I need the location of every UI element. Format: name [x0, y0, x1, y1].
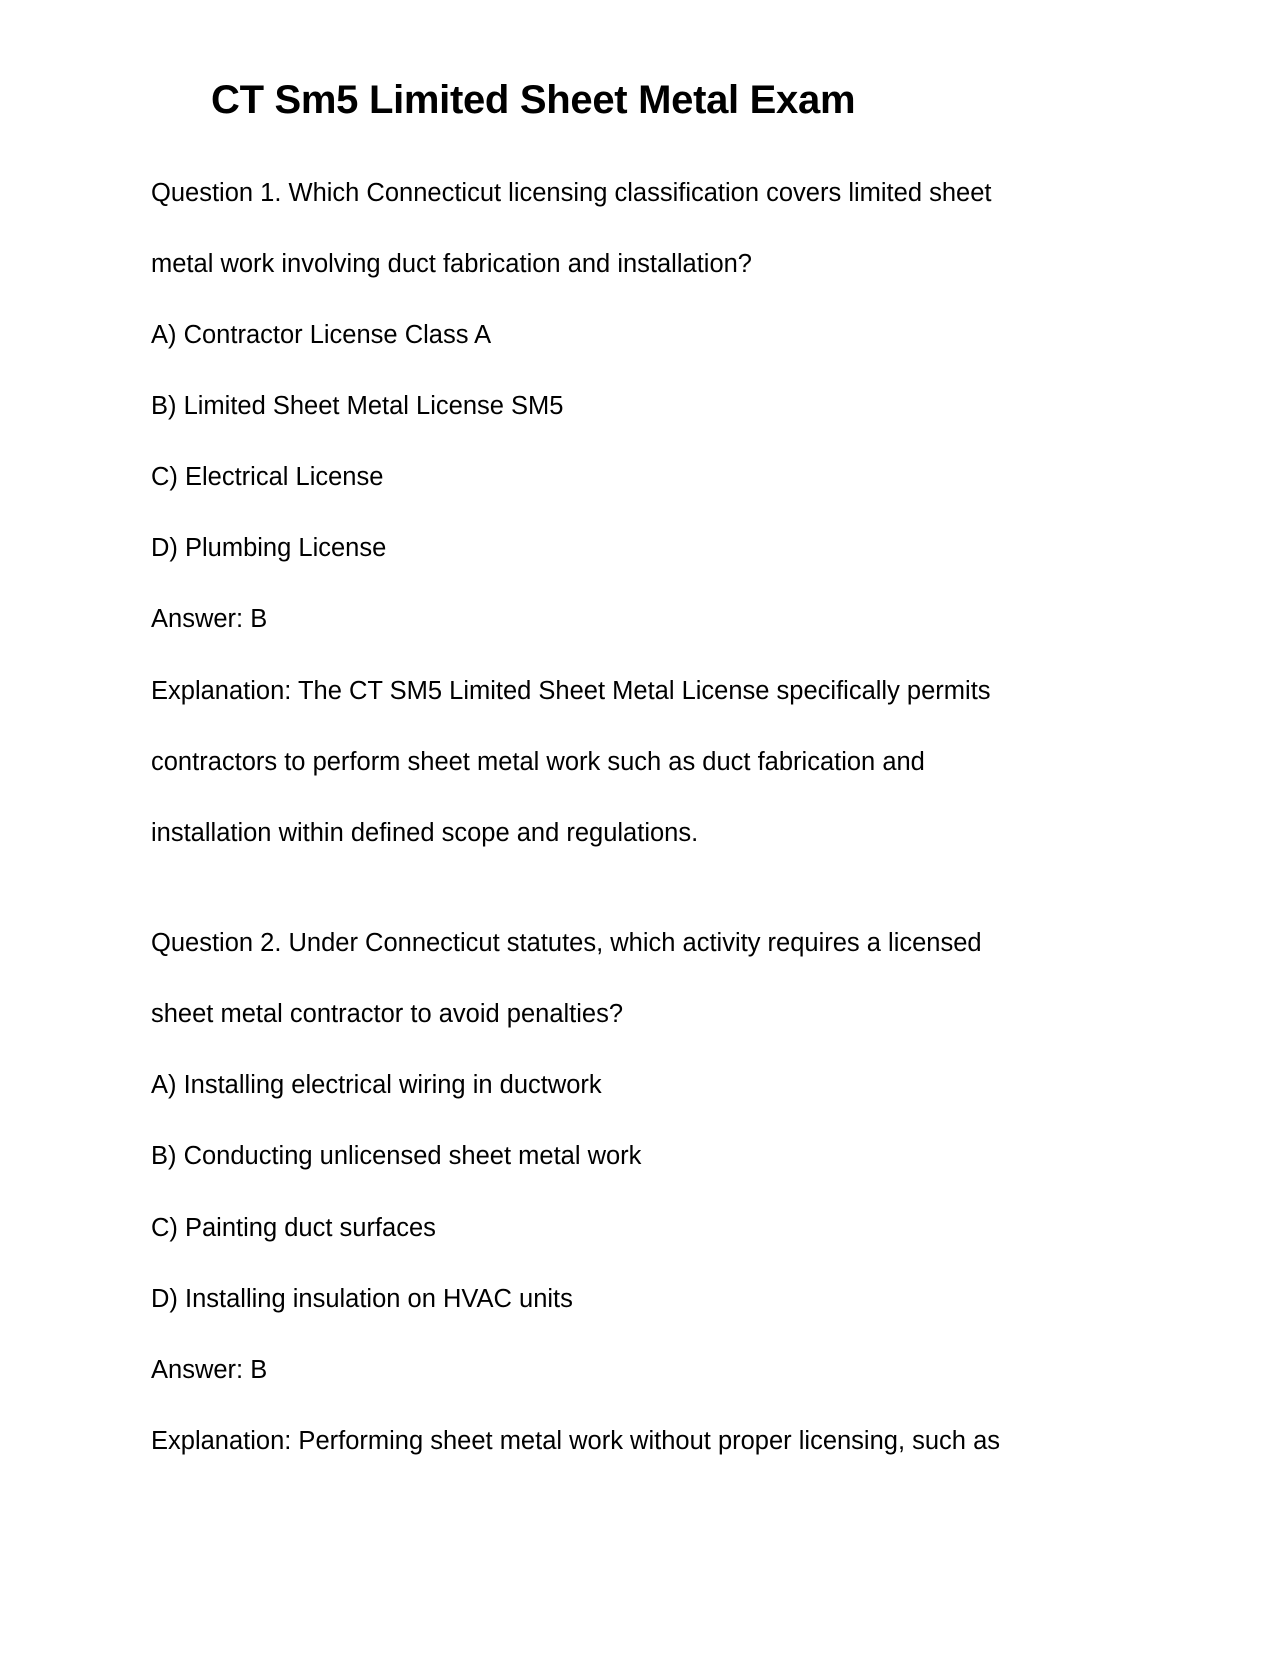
question-1-option-c: C) Electrical License [151, 463, 384, 491]
question-2-text-line-2: sheet metal contractor to avoid penalties? [151, 1000, 624, 1028]
question-1-text-line-2: metal work involving duct fabrication and installation? [151, 250, 752, 278]
question-1-option-d: D) Plumbing License [151, 534, 387, 562]
question-1-explanation-line-3: installation within defined scope and regulations. [151, 819, 699, 847]
question-2-option-b: B) Conducting unlicensed sheet metal work [151, 1142, 642, 1170]
question-2-explanation-line-1: Explanation: Performing sheet metal work without proper licensing, such as [151, 1427, 1001, 1455]
question-1-option-a: A) Contractor License Class A [151, 321, 492, 349]
document-title: CT Sm5 Limited Sheet Metal Exam [211, 78, 856, 122]
question-1-text-line-1: Question 1. Which Connecticut licensing classification covers limited sheet [151, 179, 992, 207]
question-2-option-a: A) Installing electrical wiring in ductwork [151, 1071, 602, 1099]
question-2-option-c: C) Painting duct surfaces [151, 1214, 436, 1242]
question-2-text-line-1: Question 2. Under Connecticut statutes, which activity requires a licensed [151, 929, 982, 957]
question-1-explanation-line-2: contractors to perform sheet metal work such as duct fabrication and [151, 748, 925, 776]
question-2-answer: Answer: B [151, 1356, 268, 1384]
question-1-option-b: B) Limited Sheet Metal License SM5 [151, 392, 564, 420]
question-1-answer: Answer: B [151, 605, 268, 633]
question-2-option-d: D) Installing insulation on HVAC units [151, 1285, 573, 1313]
question-1-explanation-line-1: Explanation: The CT SM5 Limited Sheet Metal License specifically permits [151, 677, 991, 705]
